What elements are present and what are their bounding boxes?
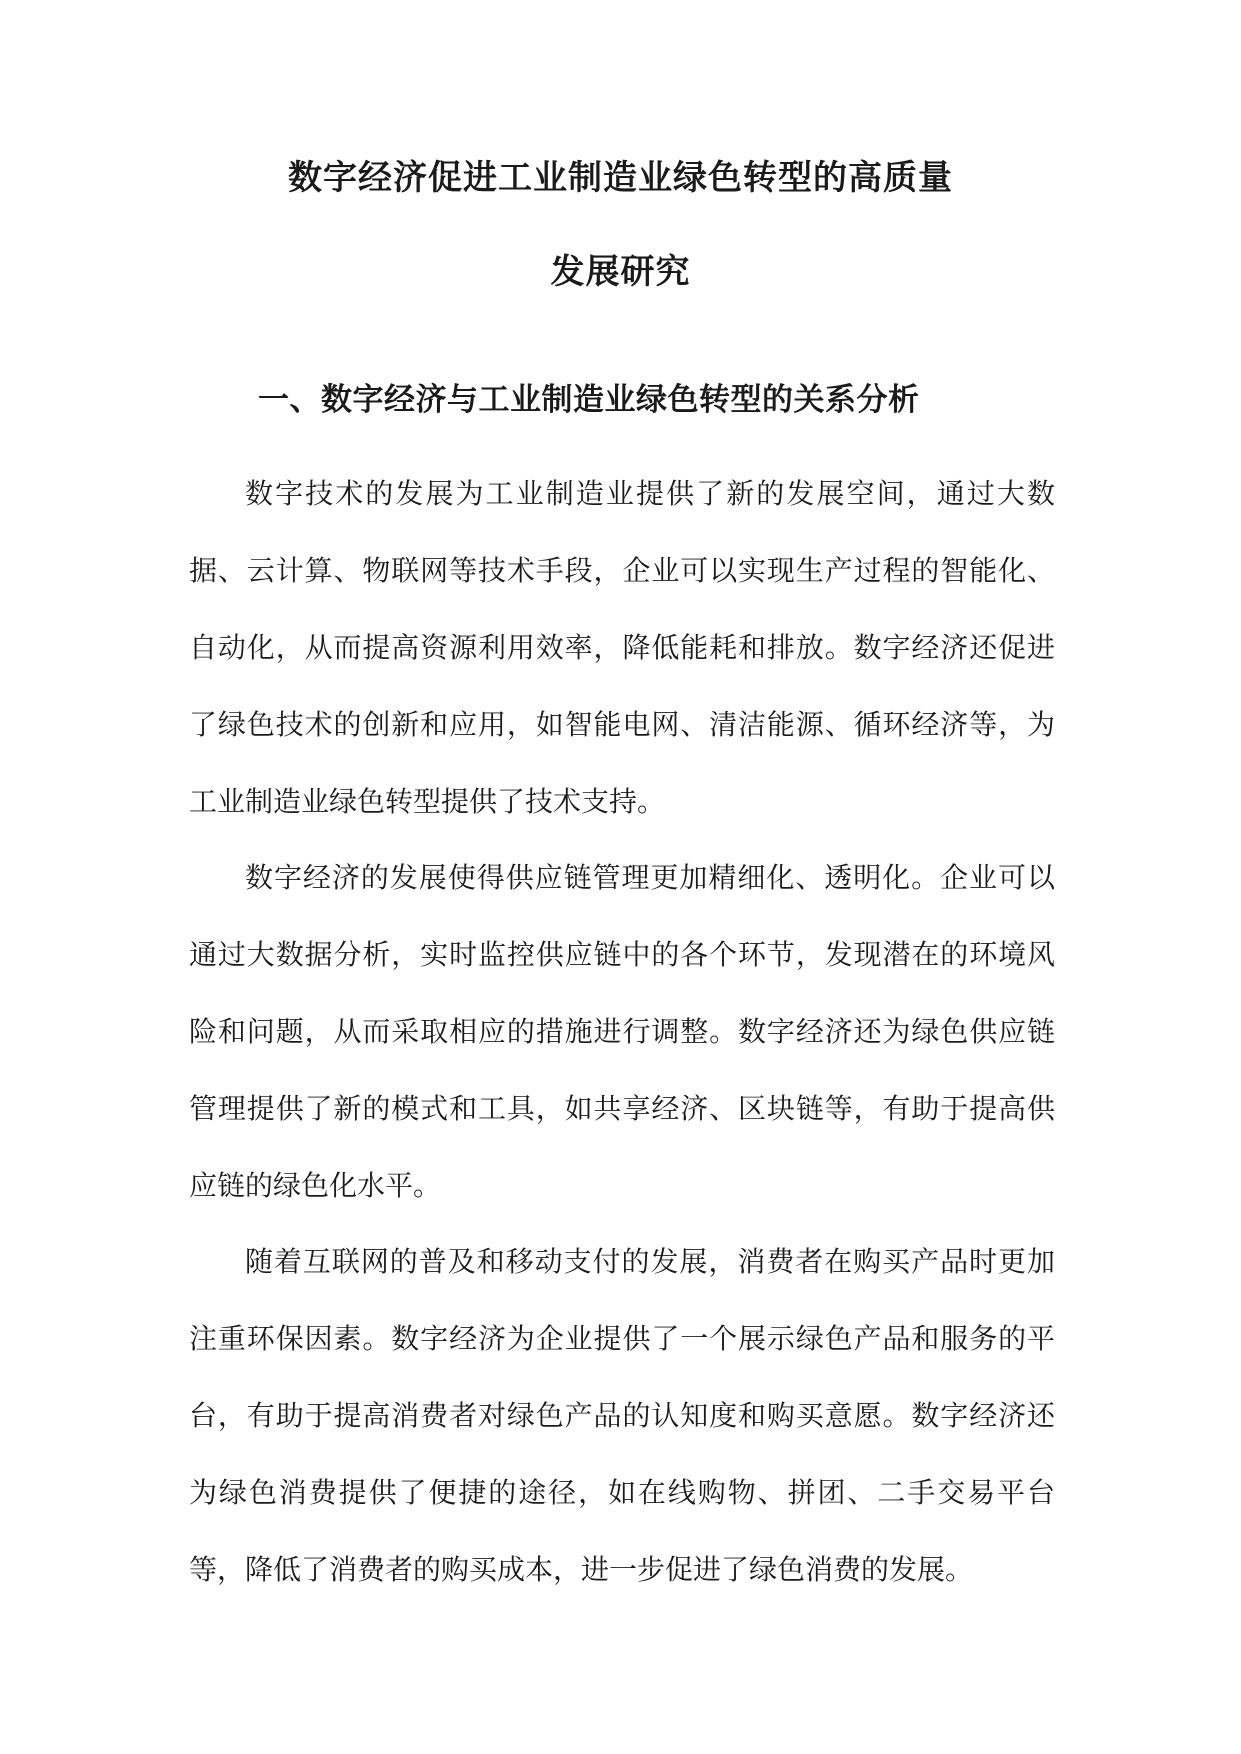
paragraph-3: 随着互联网的普及和移动支付的发展，消费者在购买产品时更加注重环保因素。数字经济为企业提供了一个展示绿色产品和服务的平台，有助于提高消费者对绿色产品的认知度和购买意愿。数字经济还为绿色消费提供了便捷的途径，如在线购物、拼团、二手交易平台等，降低了消费者的购买成本，进一步促进了绿色消费的发展。: [189, 1245, 1055, 1586]
document-title-line-1: 数字经济促进工业制造业绿色转型的高质量: [288, 158, 953, 198]
paragraph-2: 数字经济的发展使得供应链管理更加精细化、透明化。企业可以通过大数据分析，实时监控供应链中的各个环节，发现潜在的环境风险和问题，从而采取相应的措施进行调整。数字经济还为绿色供应链管理提供了新的模式和工具，如共享经济、区块链等，有助于提高供应链的绿色化水平。: [189, 861, 1055, 1202]
section-heading-1: 一、数字经济与工业制造业绿色转型的关系分析: [258, 382, 920, 418]
document-title-line-2: 发展研究: [550, 252, 691, 292]
paragraph-1: 数字技术的发展为工业制造业提供了新的发展空间，通过大数据、云计算、物联网等技术手段，企业可以实现生产过程的智能化、自动化，从而提高资源利用效率，降低能耗和排放。数字经济还促进了绿色技术的创新和应用，如智能电网、清洁能源、循环经济等，为工业制造业绿色转型提供了技术支持。: [189, 477, 1055, 818]
